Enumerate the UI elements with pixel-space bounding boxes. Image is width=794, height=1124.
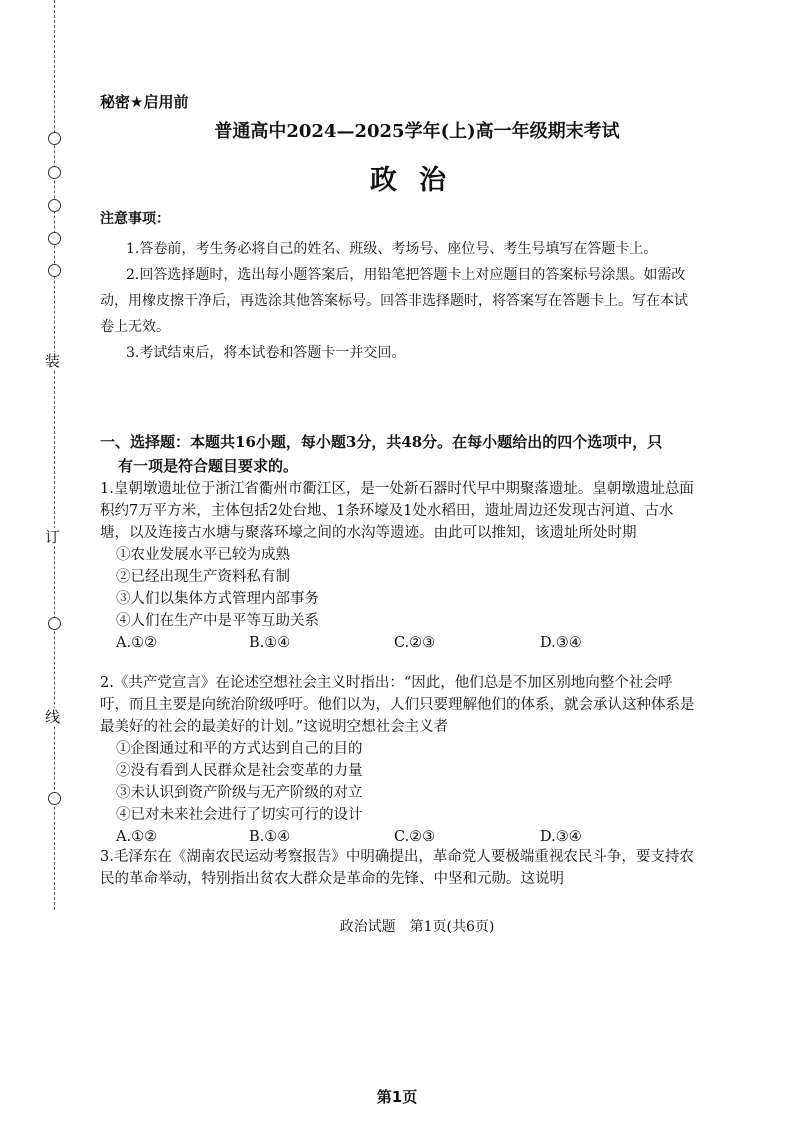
notice-list [100, 236, 700, 366]
choice-b: B.①④ [249, 635, 291, 651]
question-1 [100, 478, 700, 654]
page-number: 第1页 [376, 1088, 418, 1106]
notice-item: 2.回答选择题时，选出每小题答案后，用铅笔把答题卡上对应题目的答案标号涂黑。如需改动，用橡皮擦干净后，再选涂其他答案标号。回答非选择题时，将答案写在答题卡上。写在本试卷上无效。 [100, 267, 688, 335]
answer-choices [116, 826, 700, 848]
notice-title: 注意事项： [100, 211, 170, 227]
question-stem: 2.《共产党宣言》在论述空想社会主义时指出：“因此，他们总是不加区别地向整个社会呼吁，而且主要是向统治阶级呼吁。他们以为，人们只要理解他们的体系，就会承认这种体系是最美好的社会的最美好的计划。”这说明空想社会主义者 [100, 675, 695, 735]
question-option: ④已对未来社会进行了切实可行的设计 [116, 807, 363, 823]
binding-char-ding: 订 [45, 528, 61, 546]
question-2 [100, 672, 700, 848]
question-3 [100, 846, 700, 890]
binding-hole-icon [48, 232, 61, 245]
binding-char-xian: 线 [45, 708, 61, 726]
choice-d: D.③④ [540, 829, 582, 845]
question-option: ③未认识到资产阶级与无产阶级的对立 [116, 785, 363, 801]
question-option: ②已经出现生产资料私有制 [116, 569, 290, 585]
notice-item: 3.考试结束后，将本试卷和答题卡一并交回。 [126, 345, 406, 361]
question-option: ①农业发展水平已较为成熟 [116, 547, 290, 563]
answer-choices [116, 632, 700, 654]
binding-hole-icon [48, 199, 61, 212]
page-footer: 政治试题 第1页(共6页) [339, 919, 495, 935]
notice-item: 1.答卷前，考生务必将自己的姓名、班级、考场号、座位号、考生号填写在答题卡上。 [126, 241, 658, 257]
section-heading-line: 有一项是符合题目要求的。 [118, 457, 299, 475]
subject-title: 政治 [370, 165, 468, 196]
question-stem: 1.皇朝墩遗址位于浙江省衢州市衢江区，是一处新石器时代早中期聚落遗址。皇朝墩遗址总面积约7万平方米，主体包括2处台地、1条环壕及1处水稻田，遗址周边还发现古河道、古水塘，以及连接古水塘与聚落环壕之间的水沟等遗迹。由此可以推知，该遗址所处时期 [100, 481, 694, 541]
choice-a: A.①② [116, 829, 158, 845]
question-option: ①企图通过和平的方式达到自己的目的 [116, 741, 363, 757]
binding-hole-icon [48, 617, 61, 630]
question-stem: 3.毛泽东在《湖南农民运动考察报告》中明确提出，革命党人要极端重视农民斗争，要支持农民的革命举动，特别指出贫农大群众是革命的先锋、中坚和元勋。这说明 [100, 849, 694, 887]
binding-char-zhuang: 装 [45, 352, 61, 370]
choice-c: C.②③ [394, 829, 436, 845]
question-option: ②没有看到人民群众是社会变革的力量 [116, 763, 363, 779]
choice-b: B.①④ [249, 829, 291, 845]
choice-c: C.②③ [394, 635, 436, 651]
question-option: ④人们在生产中是平等互助关系 [116, 613, 319, 629]
choice-d: D.③④ [540, 635, 582, 651]
section-heading [100, 430, 700, 478]
confidential-label: 秘密★启用前 [100, 93, 189, 111]
choice-a: A.①② [116, 635, 158, 651]
exam-title: 普通高中2024—2025学年(上)高一年级期末考试 [214, 121, 620, 142]
question-option: ③人们以集体方式管理内部事务 [116, 591, 319, 607]
binding-hole-icon [48, 264, 61, 277]
section-heading-line: 一、选择题：本题共16小题，每小题3分，共48分。在每小题给出的四个选项中，只 [100, 433, 663, 451]
binding-hole-icon [48, 792, 61, 805]
